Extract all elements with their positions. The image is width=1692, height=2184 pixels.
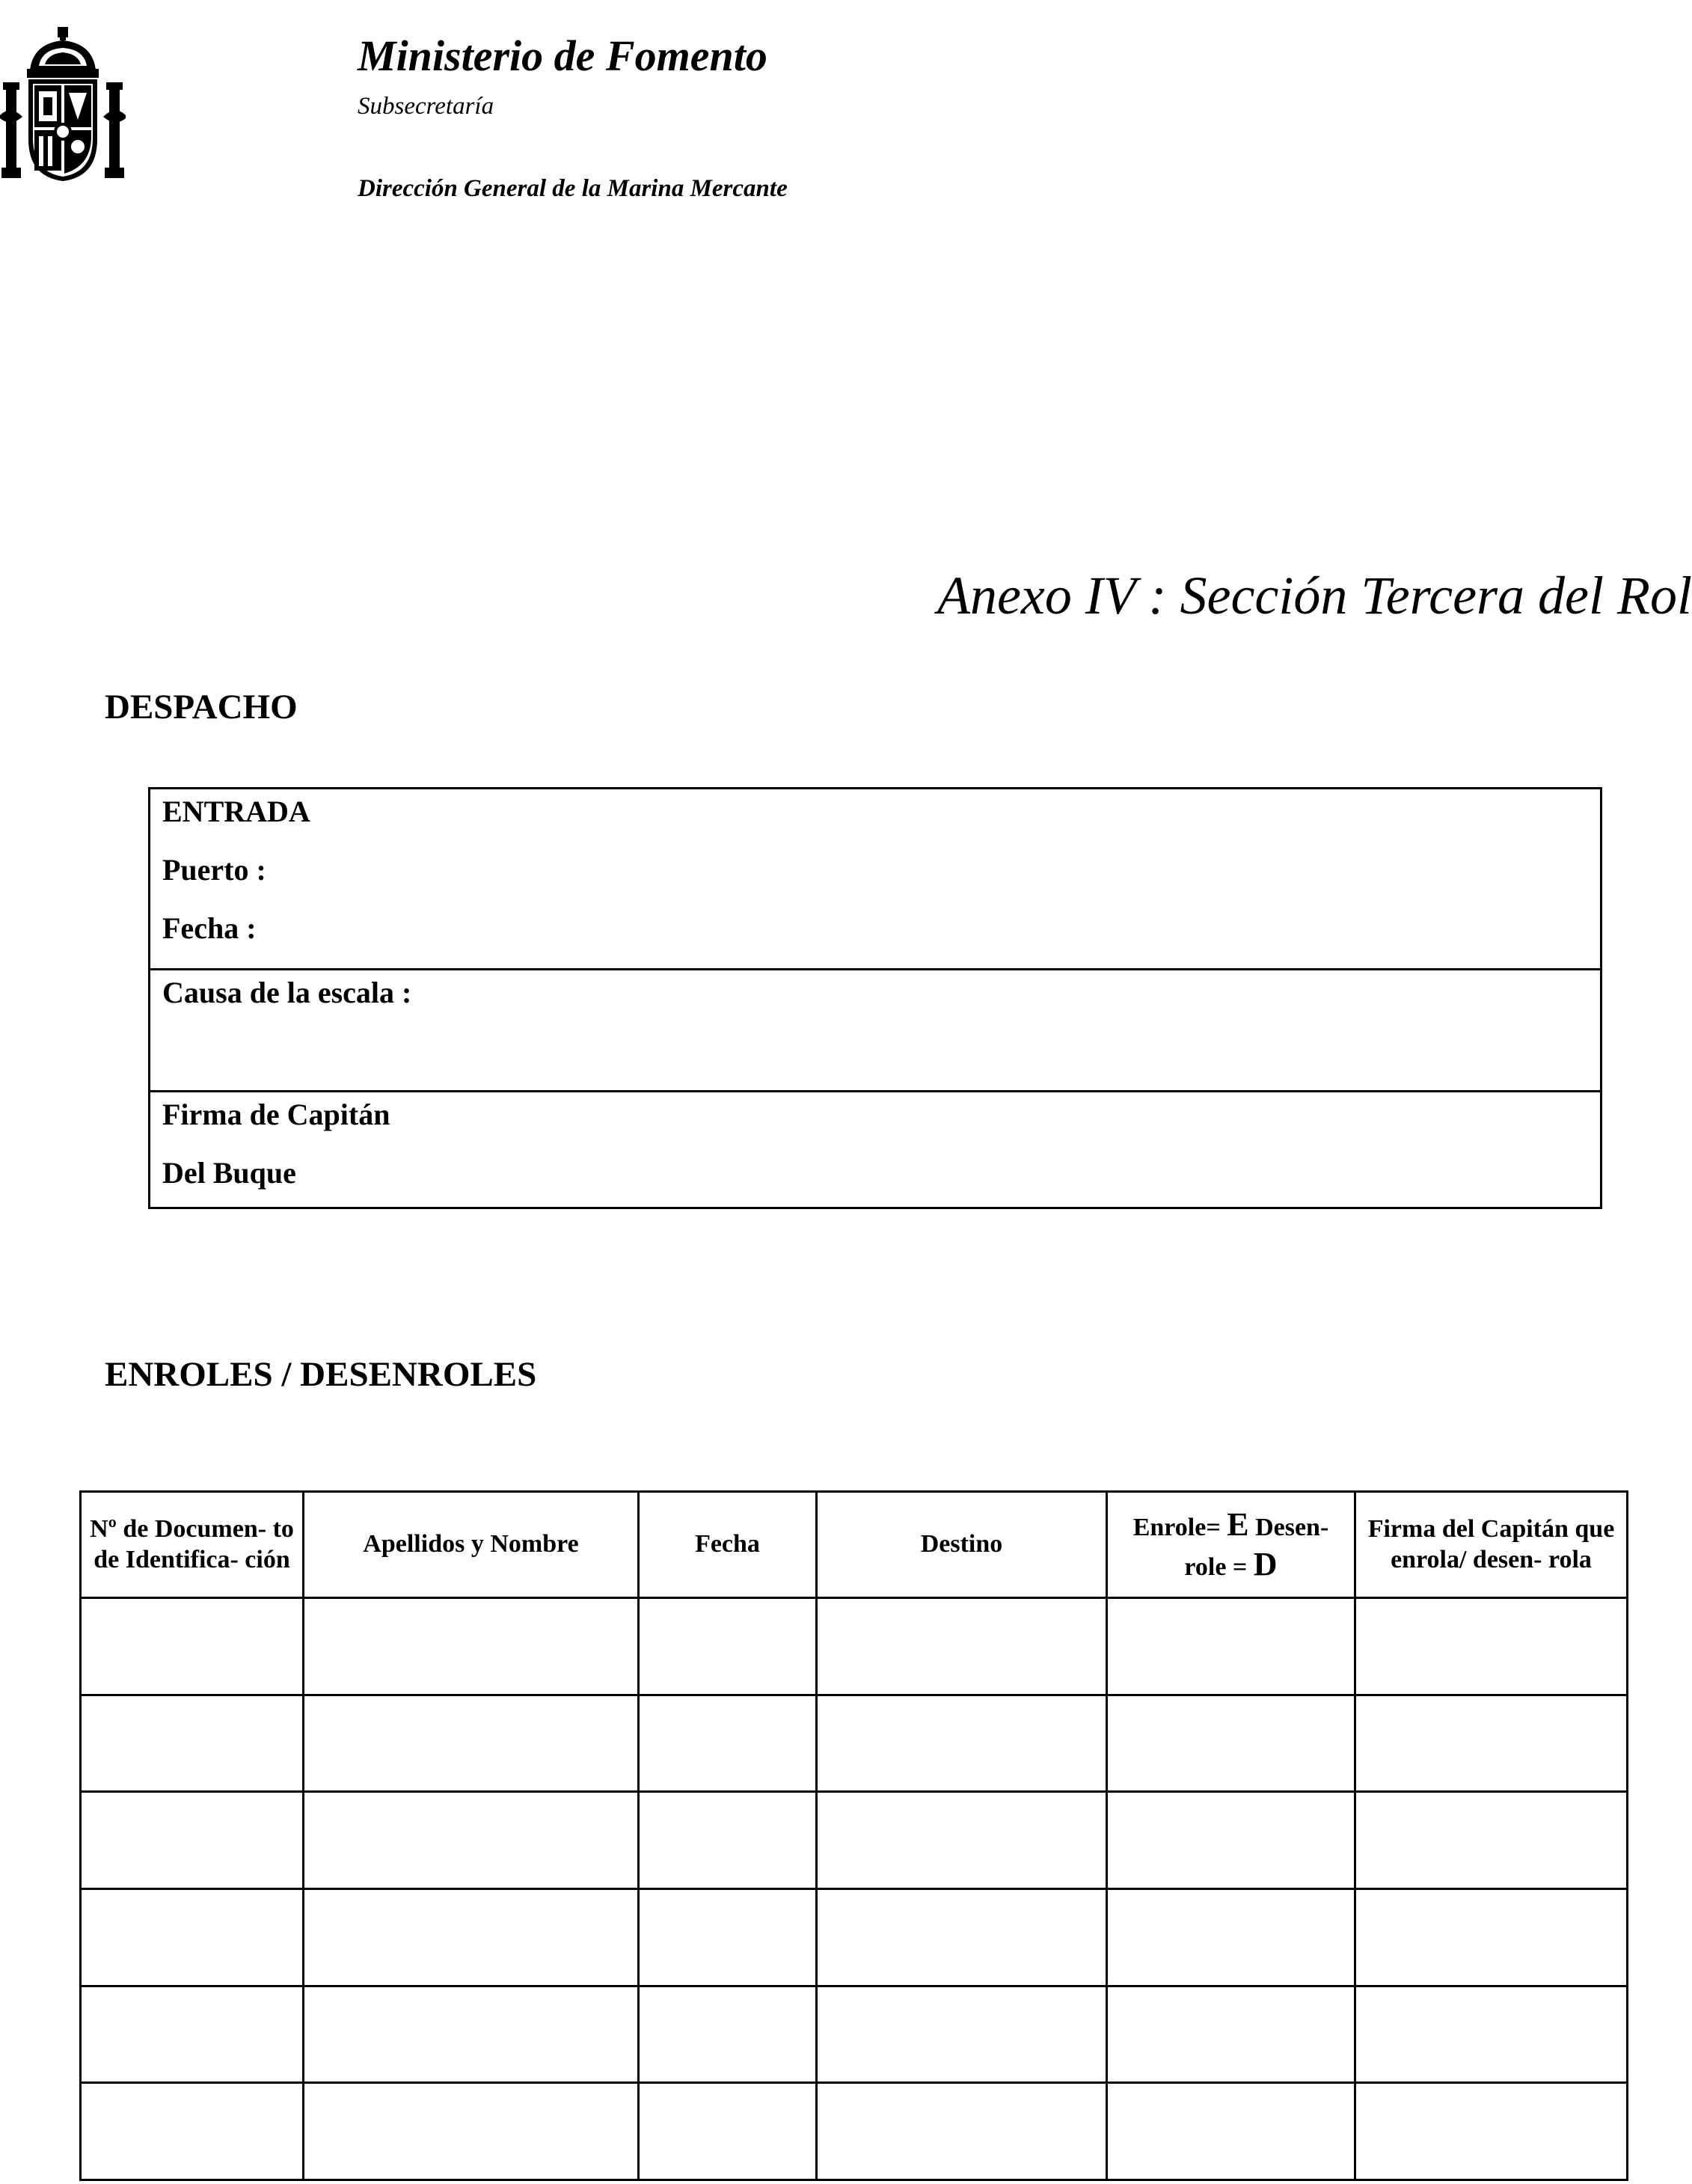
desenrole-letter: D (1253, 1545, 1278, 1582)
cell-documento[interactable] (81, 1695, 304, 1792)
despacho-box (148, 787, 1602, 1209)
coat-of-arms-icon (0, 27, 126, 183)
cell-fecha[interactable] (639, 1598, 817, 1695)
cell-firma[interactable] (1355, 2083, 1628, 2180)
table-row (81, 2083, 1628, 2180)
cell-destino[interactable] (817, 1888, 1107, 1986)
cell-fecha[interactable] (639, 2083, 817, 2180)
cell-firma[interactable] (1355, 1695, 1628, 1792)
enrole-letter: E (1227, 1505, 1249, 1543)
cell-enrole[interactable] (1107, 1792, 1355, 1889)
cell-fecha[interactable] (639, 1695, 817, 1792)
header-apellidos: Apellidos y Nombre (304, 1492, 639, 1598)
header-firma: Firma del Capitán que enrola/ desen- rola (1355, 1492, 1628, 1598)
cell-documento[interactable] (81, 1598, 304, 1695)
cell-apellidos[interactable] (304, 1986, 639, 2083)
cell-fecha[interactable] (639, 1792, 817, 1889)
header-documento: Nº de Documen- to de Identifica- ción (81, 1492, 304, 1598)
cell-destino[interactable] (817, 1792, 1107, 1889)
cell-firma[interactable] (1355, 1792, 1628, 1889)
cell-firma[interactable] (1355, 1986, 1628, 2083)
cell-destino[interactable] (817, 1695, 1107, 1792)
enroles-heading: ENROLES / DESENROLES (105, 1355, 537, 1394)
annex-title: Anexo IV : Sección Tercera del Rol (937, 566, 1692, 625)
fecha-field[interactable]: Fecha : (162, 911, 257, 945)
ministry-name: Ministerio de Fomento (358, 31, 767, 80)
del-buque-label: Del Buque (162, 1156, 296, 1190)
cell-fecha[interactable] (639, 1888, 817, 1986)
causa-field[interactable]: Causa de la escala : (162, 976, 412, 1009)
subsecretaria-label: Subsecretaría (358, 93, 494, 120)
entrada-label: ENTRADA (162, 795, 310, 828)
cell-apellidos[interactable] (304, 1695, 639, 1792)
cell-documento[interactable] (81, 2083, 304, 2180)
cell-documento[interactable] (81, 1888, 304, 1986)
cell-enrole[interactable] (1107, 2083, 1355, 2180)
table-row (81, 1792, 1628, 1889)
firma-capitan-label: Firma de Capitán (162, 1098, 390, 1131)
cell-documento[interactable] (81, 1986, 304, 2083)
cell-apellidos[interactable] (304, 1598, 639, 1695)
direccion-general-label: Dirección General de la Marina Mercante (358, 175, 788, 202)
header-enrole (1107, 1492, 1355, 1598)
cell-documento[interactable] (81, 1792, 304, 1889)
header-fecha: Fecha (639, 1492, 817, 1598)
desenrole-mid: Desen- role = (1184, 1513, 1329, 1581)
enroles-table (79, 1490, 1628, 2181)
cell-destino[interactable] (817, 1598, 1107, 1695)
cell-destino[interactable] (817, 1986, 1107, 2083)
causa-section (150, 970, 1600, 1092)
enrole-prefix: Enrole= (1132, 1513, 1227, 1541)
table-row (81, 1695, 1628, 1792)
cell-firma[interactable] (1355, 1598, 1628, 1695)
cell-destino[interactable] (817, 2083, 1107, 2180)
cell-apellidos[interactable] (304, 1888, 639, 1986)
table-row (81, 1598, 1628, 1695)
entrada-section (150, 789, 1600, 970)
cell-apellidos[interactable] (304, 1792, 639, 1889)
cell-apellidos[interactable] (304, 2083, 639, 2180)
despacho-heading: DESPACHO (105, 688, 298, 727)
header-destino: Destino (817, 1492, 1107, 1598)
cell-fecha[interactable] (639, 1986, 817, 2083)
table-header-row (81, 1492, 1628, 1598)
cell-enrole[interactable] (1107, 1986, 1355, 2083)
table-row (81, 1986, 1628, 2083)
cell-enrole[interactable] (1107, 1888, 1355, 1986)
firma-section[interactable] (150, 1092, 1600, 1209)
table-row (81, 1888, 1628, 1986)
cell-firma[interactable] (1355, 1888, 1628, 1986)
puerto-field[interactable]: Puerto : (162, 853, 266, 887)
cell-enrole[interactable] (1107, 1695, 1355, 1792)
cell-enrole[interactable] (1107, 1598, 1355, 1695)
